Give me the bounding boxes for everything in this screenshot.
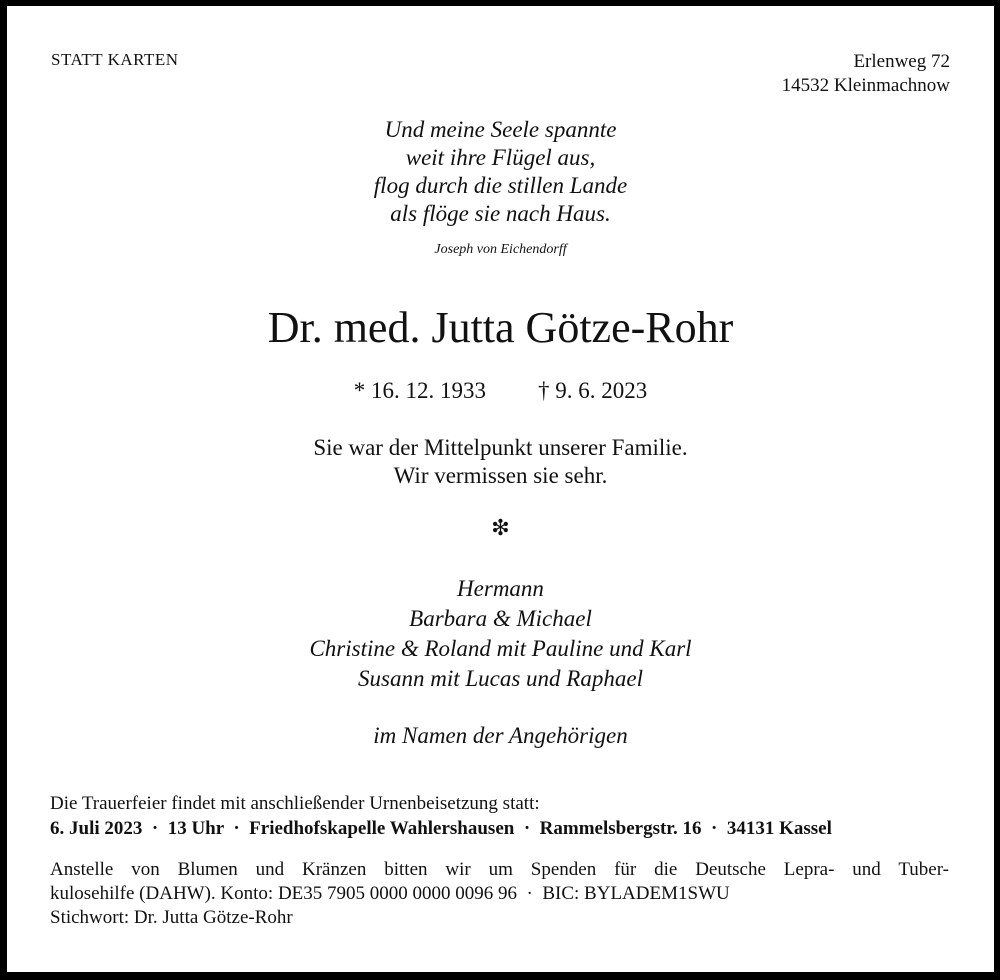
motto-line: Wir vermissen sie sehr. [393,463,608,488]
obituary-notice [7,6,994,972]
donation-line: kulosehilfe (DAHW). Konto: DE35 7905 0000 0000 0096 96 · BIC: BYLADEM1SWU [50,883,730,904]
life-dates [7,378,994,404]
family-member: Barbara & Michael [409,606,592,631]
address-street: Erlenweg 72 [853,51,950,72]
deceased-name: Dr. med. Jutta Götze-Rohr [267,303,734,352]
poem-line: flog durch die stillen Lande [373,173,628,198]
motto-line: Sie war der Mittelpunkt unserer Familie. [313,435,688,460]
donation-line: Anstelle von Blumen und Kränzen bitten wir um Spenden für die Deutsche Lepra- und Tuber- [50,859,949,880]
ceremony-intro: Die Trauerfeier findet mit anschließender Urnenbeisetzung statt: [50,793,540,814]
poem-line: weit ihre Flügel aus, [405,145,596,170]
poem-line: Und meine Seele spannte [384,117,617,142]
birth-date: * 16. 12. 1933 [353,378,486,403]
donation-keyword: Stichwort: Dr. Jutta Götze-Rohr [50,907,293,928]
address [782,50,950,98]
statt-karten-label: STATT KARTEN [51,50,179,69]
family-member: Christine & Roland mit Pauline und Karl [309,636,692,661]
donation-text [50,858,949,930]
address-city: 14532 Kleinmachnow [781,75,950,96]
family-member: Susann mit Lucas und Raphael [358,666,643,691]
poem [7,116,994,228]
on-behalf: im Namen der Angehörigen [373,723,628,748]
family-list [7,574,994,694]
motto [7,434,994,490]
poem-line: als flöge sie nach Haus. [390,201,611,226]
ceremony-details: 6. Juli 2023 · 13 Uhr · Friedhofskapelle Wahlershausen · Rammelsbergstr. 16 · 34131 Kassel [50,818,832,839]
death-date: † 9. 6. 2023 [538,378,648,403]
family-member: Hermann [457,576,544,601]
poem-author: Joseph von Eichendorff [434,242,567,257]
flower-ornament-icon: ❇ [491,516,510,541]
